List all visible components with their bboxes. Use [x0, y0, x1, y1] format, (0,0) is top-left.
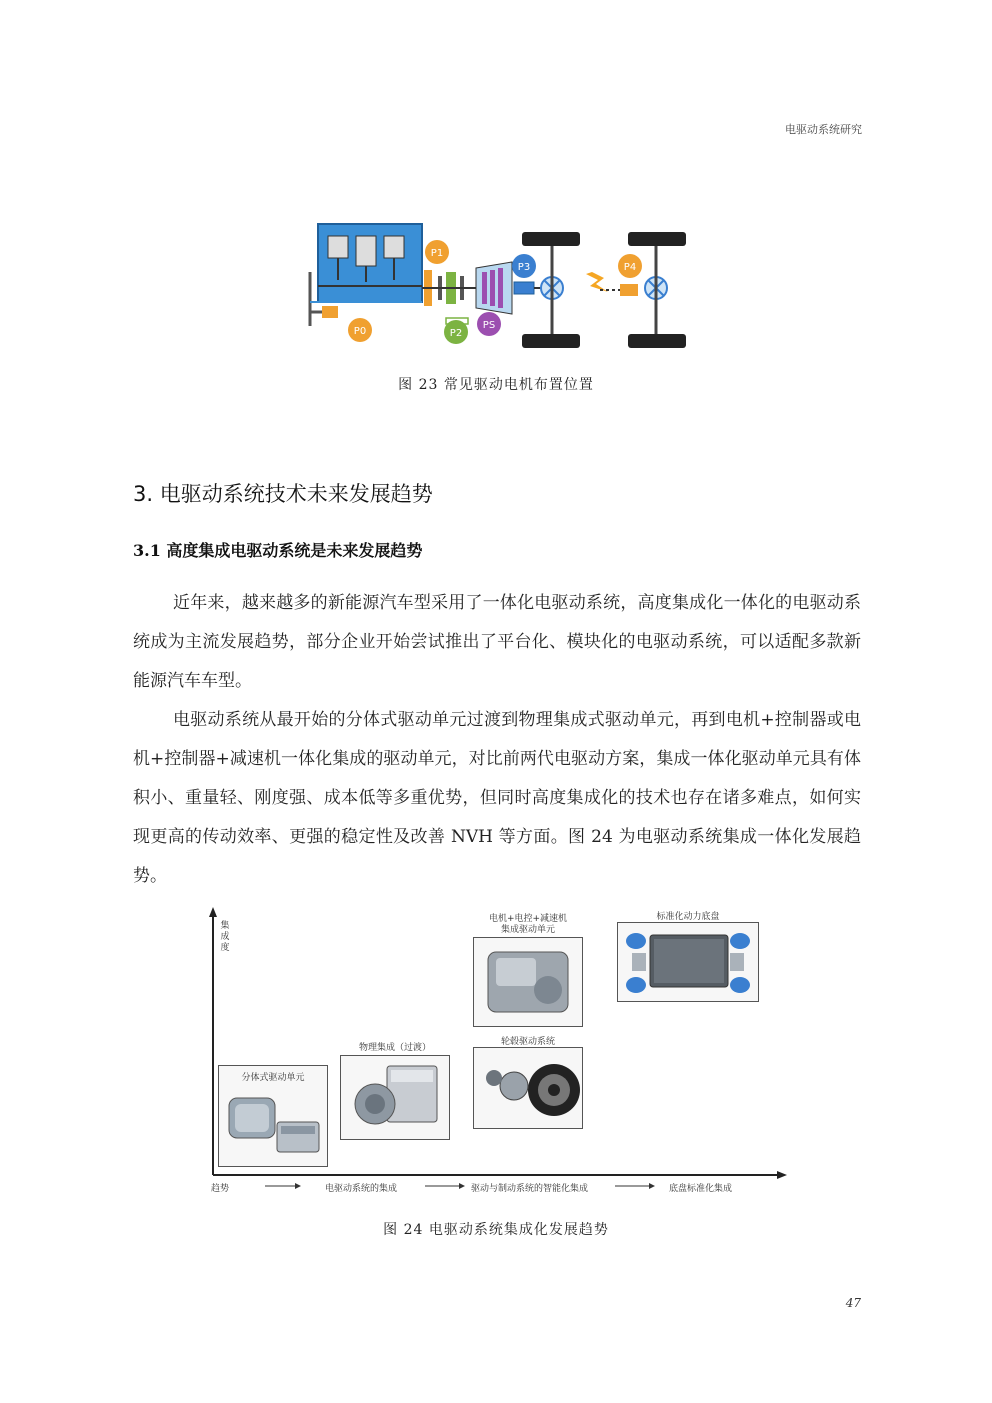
- section-heading: 3. 电驱动系统技术未来发展趋势: [133, 482, 433, 506]
- svg-text:P3: P3: [517, 262, 531, 273]
- paragraph-1: 近年来，越来越多的新能源汽车型采用了一体化电驱动系统，高度集成化一体化的电驱动系统成为主流发展趋势，部分企业开始尝试推出了平台化、模块化的电驱动系统，可以适配多款新能源汽车车型。: [133, 593, 861, 691]
- x-axis-step-2: 驱动与制动系统的智能化集成: [471, 1184, 589, 1194]
- svg-text:PS: PS: [482, 320, 496, 331]
- split-drive-unit-label: 分体式驱动单元: [241, 1073, 305, 1083]
- ps-marker: [477, 312, 501, 336]
- integrated-drive-unit-label: [474, 914, 582, 936]
- split-drive-unit-box: [218, 1065, 328, 1167]
- p0-marker: [348, 318, 372, 342]
- x-axis-step-1: 电驱动系统的集成: [325, 1184, 398, 1194]
- page-number: 47: [845, 1296, 861, 1310]
- integrated-label-line-1: 电机+电控+减速机: [488, 914, 568, 924]
- y-axis-label: 集成度: [220, 921, 230, 953]
- x-axis-step-3: 底盘标准化集成: [669, 1184, 733, 1194]
- figure-23-caption: 图 23 常见驱动电机布置位置: [398, 377, 594, 393]
- figure-23-motor-positions: [304, 222, 694, 352]
- svg-text:P1: P1: [430, 248, 444, 259]
- figure-24-caption: 图 24 电驱动系统集成化发展趋势: [383, 1222, 609, 1238]
- in-wheel-drive-label: 轮毂驱动系统: [500, 1037, 555, 1047]
- physical-integration-box: [340, 1043, 450, 1140]
- svg-text:P2: P2: [449, 328, 463, 339]
- subsection-heading: 3.1 高度集成电驱动系统是未来发展趋势: [133, 541, 423, 560]
- svg-text:P4: P4: [623, 262, 637, 273]
- p1-marker: [425, 240, 449, 264]
- power-chassis-label: 标准化动力底盘: [656, 912, 720, 922]
- physical-integration-label: 物理集成（过渡）: [358, 1043, 431, 1053]
- split-drive-unit-image: [219, 1086, 327, 1166]
- integrated-label-line-2: 集成驱动单元: [500, 925, 555, 935]
- p2-marker: [444, 320, 468, 344]
- integrated-drive-unit-box: [473, 914, 583, 1027]
- figure-24-integration-trend: [205, 905, 790, 1195]
- paragraph-2: 电驱动系统从最开始的分体式驱动单元过渡到物理集成式驱动单元，再到电机+控制器或电机+控制器+减速机一体化集成的驱动单元，对比前两代电驱动方案，集成一体化驱动单元具有体积小、重量轻、刚度强、成本低等多重优势，但同时高度集成化的技术也存在诸多难点，如何实现更高的传动效率、更强的稳定性及改善 NVH 等方面。图 24 为电驱动系统集成一体化发展趋势。: [133, 710, 861, 886]
- power-chassis-image: [618, 923, 758, 1001]
- x-axis-start: 趋势: [211, 1184, 230, 1194]
- running-header: 电驱动系统研究: [785, 123, 862, 136]
- physical-integration-image: [341, 1056, 449, 1139]
- in-wheel-drive-box: [473, 1037, 583, 1129]
- p3-marker: [512, 254, 536, 278]
- in-wheel-drive-image: [474, 1048, 582, 1128]
- power-chassis-box: [617, 912, 759, 1002]
- integrated-drive-unit-image: [474, 938, 582, 1026]
- svg-text:P0: P0: [353, 326, 367, 337]
- p4-marker: [618, 254, 642, 278]
